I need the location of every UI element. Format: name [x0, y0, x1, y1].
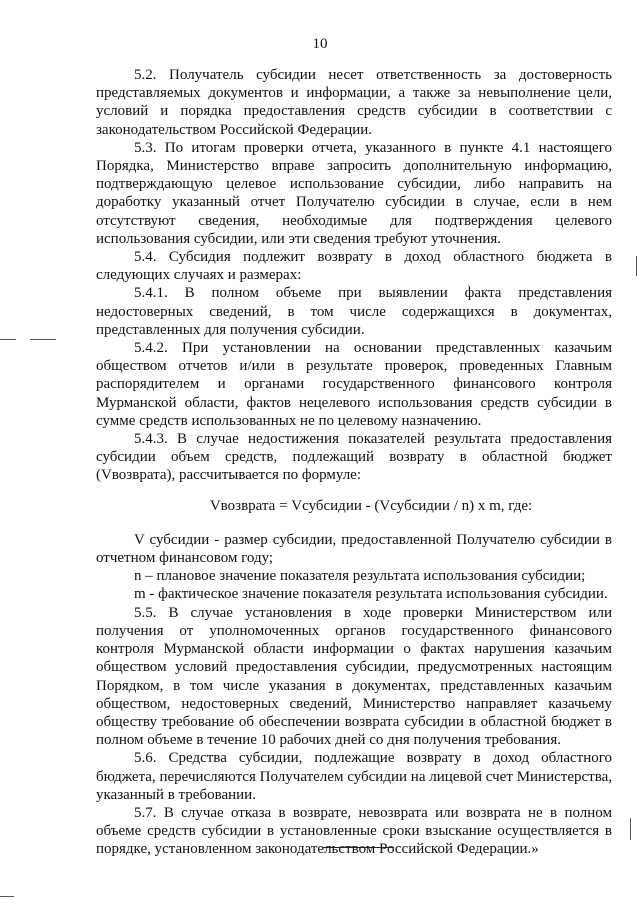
- paragraph-5-7: 5.7. В случае отказа в возврате, невозврата или возврата не в полном объеме средств субсидии в установленные сроки взыскание осуществляется в порядке, установленном законодательством Российской Федерации.»: [96, 804, 612, 858]
- scan-artifact-right: [636, 256, 637, 276]
- page-number: 10: [312, 36, 328, 52]
- definition-n: n – плановое значение показателя результата использования субсидии;: [134, 568, 586, 585]
- refund-formula: Vвозврата = Vсубсидии - (Vсубсидии / n) x m, где:: [209, 497, 533, 514]
- scan-artifact-right: [630, 818, 631, 840]
- scan-artifact-left: [30, 339, 56, 340]
- paragraph-5-4-3: 5.4.3. В случае недостижения показателей результата предоставления субсидии объем средств, подлежащий возврату в областной бюджет (Vвозврата), рассчитывается по формуле:: [96, 431, 612, 484]
- paragraph-5-4-1: 5.4.1. В полном объеме при выявлении факта представления недостоверных сведений, в том числе содержащихся в документах, представленных для получения субсидии.: [96, 285, 612, 338]
- scan-artifact-left: [0, 339, 16, 340]
- paragraph-5-6: 5.6. Средства субсидии, подлежащие возврату в доход областного бюджета, перечисляются Получателем субсидии на лицевой счет Министерства, указанный в требовании.: [96, 750, 612, 803]
- paragraph-5-5: 5.5. В случае установления в ходе проверки Министерством или получения от уполномоченных органов государственного финансового контроля Мурманской области информации о фактах нарушения казачьим обществом условий предоставления субсидии, предусмотренных настоящим Порядком, в том числе указания в документах, представленных казачьим обществом, недостоверных сведений, Министерство направляет казачьему обществу требование об обеспечении возврата субсидии в областной бюджет в полном объеме в течение 10 рабочих дней со дня получения требования.: [96, 604, 612, 749]
- definition-v-subsidy: V субсидии - размер субсидии, предоставленной Получателю субсидии в отчетном финансовом году;: [96, 531, 612, 567]
- scan-artifact-bottom: [0, 896, 14, 897]
- paragraph-5-3: 5.3. По итогам проверки отчета, указанного в пункте 4.1 настоящего Порядка, Министерство вправе запросить дополнительную информацию, подтверждающую целевое использование субсидии, либо направить на доработку указанный отчет Получателю субсидии в случае, если в нем отсутствуют сведения, необходимые для подтверждения целевого использования субсидии, или эти сведения требуют уточнения.: [96, 139, 612, 247]
- paragraph-5-2: 5.2. Получатель субсидии несет ответственность за достоверность представляемых документов и информации, а также за невыполнение цели, условий и порядка предоставления средств субсидии в соответствии с законодательством Российской Федерации.: [96, 67, 612, 138]
- definition-m: m - фактическое значение показателя результата использования субсидии.: [134, 586, 608, 603]
- document-body: [96, 66, 612, 859]
- paragraph-5-4: 5.4. Субсидия подлежит возврату в доход областного бюджета в следующих случаях и размерах:: [96, 249, 612, 284]
- paragraph-5-4-2: 5.4.2. При установлении на основании представленных казачьим обществом отчетов и/или в результате проверок, проведенных Главным распорядителем и органами государственного финансового контроля Мурманской области, фактов нецелевого использования средств субсидии в сумме средств использованных не по целевому назначению.: [96, 340, 612, 429]
- end-of-document-rule: [322, 847, 394, 848]
